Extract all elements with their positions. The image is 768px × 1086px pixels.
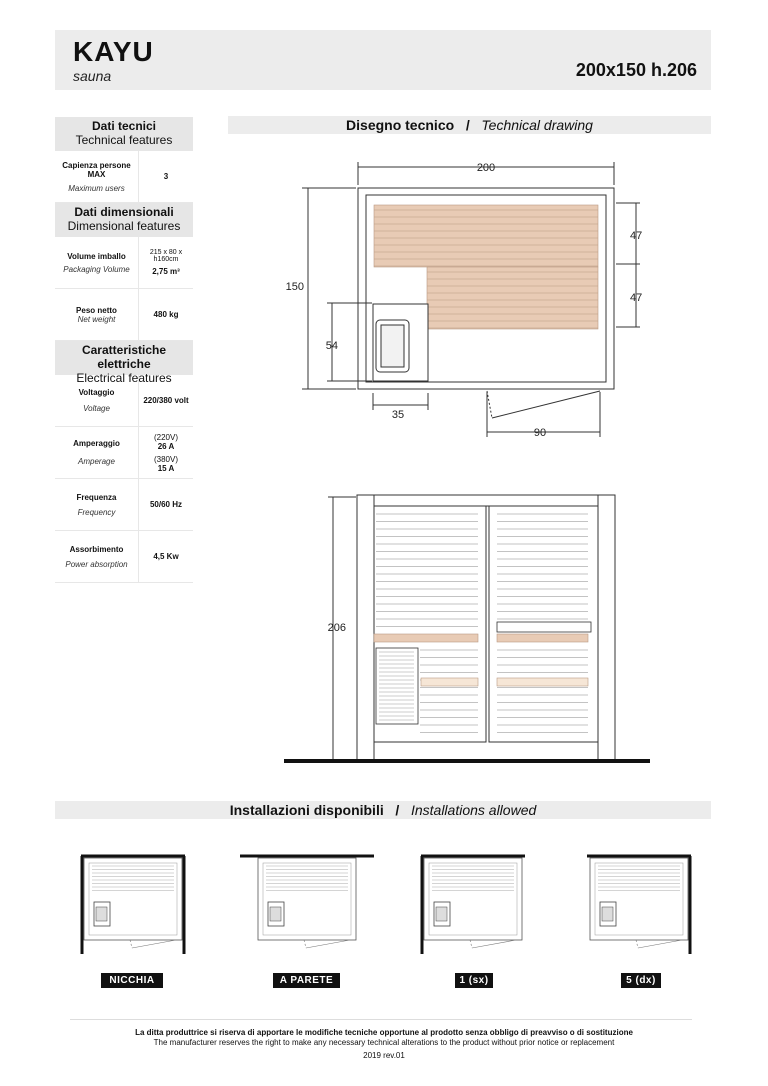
frequency-row [55, 479, 193, 531]
label-en: Power absorption [65, 559, 128, 569]
dim-height-label: 206 [327, 622, 346, 634]
frequency-value: 50/60 Hz [149, 500, 183, 509]
amp-220-label: (220V) [153, 432, 178, 442]
dim-heater-depth-label: 54 [325, 340, 338, 352]
dim-bench-lower-label: 47 [630, 292, 643, 304]
packaging-row [55, 237, 193, 289]
installation-diagrams [70, 850, 710, 960]
power-row [55, 531, 193, 583]
dim-heater-width-label: 35 [391, 409, 405, 421]
label-it: Peso netto [76, 305, 117, 315]
label-it: Voltaggio [78, 388, 115, 397]
installation-5-dx: 5 (dx) [621, 973, 661, 988]
footer-note-en: The manufacturer reserves the right to make any necessary technical alterations to the product without prior notice or replacement [153, 1038, 615, 1047]
power-label [55, 531, 139, 582]
label-en: Voltage [83, 404, 110, 413]
footer-note-it: La ditta produttrice si riserva di apportare le modifiche tecniche opportune al prodotto senza obbligo di preavviso o di sostituzione [135, 1028, 633, 1037]
voltage-label [55, 375, 139, 426]
weight-label [55, 289, 139, 340]
dim-bench-upper-label: 47 [630, 230, 643, 242]
label-en: Net weight [77, 314, 116, 324]
label-en: Packaging Volume [63, 264, 130, 274]
label-it: Volume imballo [67, 251, 126, 261]
drawing-title-band [228, 116, 711, 134]
amperage-value [139, 433, 193, 473]
section-electrical [55, 341, 193, 385]
installations-title-en: Installations allowed [410, 802, 537, 818]
amp-380-value: 15 A [157, 463, 175, 473]
model-size: 200x150 h.206 [575, 60, 697, 80]
header-banner [55, 30, 711, 90]
section-title-en: Electrical features [76, 371, 172, 385]
installation-1-sx: 1 (sx) [455, 973, 493, 988]
packaging-dims: 215 x 80 x h160cm [149, 249, 183, 263]
section-dimensional [55, 203, 193, 237]
installation-nicchia: NICCHIA [101, 973, 163, 988]
voltage-row [55, 375, 193, 427]
installations-title-it: Installazioni disponibili [229, 802, 384, 818]
drawing-title-sep: / [465, 117, 470, 133]
drawing-title-en: Technical drawing [481, 117, 593, 133]
plan-view-drawing [285, 155, 650, 445]
footer-revision: 2019 rev.01 [363, 1051, 405, 1060]
capacity-row [55, 151, 193, 203]
label-it: Assorbimento [69, 544, 124, 554]
dim-door-width-label: 90 [533, 427, 547, 439]
installations-title-sep: / [395, 802, 400, 818]
packaging-volume: 2,75 m³ [152, 267, 180, 276]
dim-width-label: 200 [476, 162, 496, 174]
installation-a-parete: A PARETE [273, 973, 340, 988]
amperage-label [55, 427, 139, 478]
technical-features-panel [55, 117, 193, 583]
dim-depth-label: 150 [285, 281, 304, 293]
packaging-label [55, 237, 139, 288]
label-en: Frequency [77, 507, 116, 517]
amp-220-value: 26 A [157, 441, 175, 451]
label-it: Capienza persone MAX [62, 160, 131, 179]
amperage-row [55, 427, 193, 479]
section-title-en: Dimensional features [67, 219, 181, 233]
label-en: Maximum users [68, 183, 125, 193]
packaging-value [139, 249, 193, 276]
capacity-label [55, 151, 139, 202]
section-title-en: Technical features [75, 133, 173, 147]
drawing-title-it: Disegno tecnico [346, 117, 455, 133]
voltage-value: 220/380 volt [143, 396, 189, 405]
section-title-it: Dati dimensionali [74, 205, 174, 219]
capacity-value: 3 [163, 172, 169, 181]
section-title-it: Caratteristiche elettriche [81, 343, 167, 371]
label-it: Frequenza [76, 492, 117, 502]
front-view-drawing [280, 490, 660, 770]
label-en: Amperage [78, 457, 115, 466]
frequency-label [55, 479, 139, 530]
footer-divider [70, 1019, 692, 1020]
brand-name: KAYU [73, 36, 154, 67]
section-title-it: Dati tecnici [91, 119, 157, 133]
power-value: 4,5 Kw [153, 552, 179, 561]
section-technical [55, 117, 193, 151]
amp-380-label: (380V) [153, 454, 178, 464]
weight-row [55, 289, 193, 341]
installations-title-band [55, 801, 711, 819]
weight-value: 480 kg [153, 310, 179, 319]
label-it: Amperaggio [73, 439, 120, 448]
brand-subtitle: sauna [73, 68, 112, 84]
